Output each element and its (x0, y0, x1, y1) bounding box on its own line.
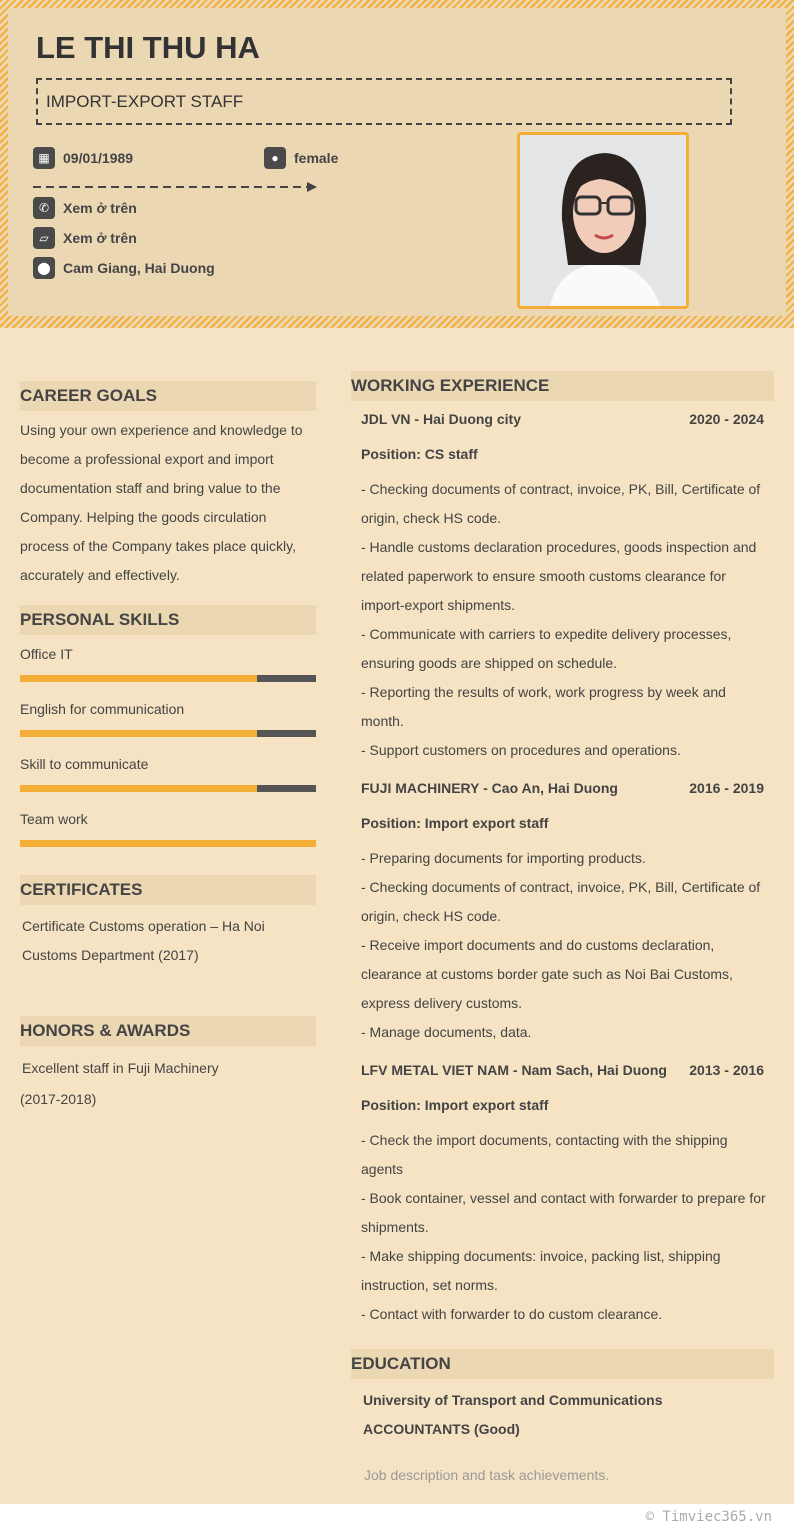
job-header (361, 1062, 764, 1078)
email: Xem ở trên (63, 230, 137, 246)
skill-label: Skill to communicate (20, 756, 149, 772)
skill-bar-fill (20, 840, 316, 847)
skills-heading: PERSONAL SKILLS (20, 605, 316, 635)
person-icon: ● (264, 147, 286, 169)
skill-bar (20, 785, 316, 792)
avatar (520, 135, 686, 306)
gender: female (294, 150, 339, 166)
job-description: - Preparing documents for importing products. - Checking documents of contract, invoice, PK, Bill, Certificate of origin, check HS code. - Receive import documents and do customs declaration, clearance at customs border gate such as Noi Bai Customs, express delivery customs. - Manage documents, data. (361, 850, 761, 1040)
skill-bar (20, 675, 316, 682)
profile-photo (517, 132, 689, 309)
experience-heading: WORKING EXPERIENCE (351, 371, 774, 401)
job-period: 2016 - 2019 (689, 780, 764, 796)
location-icon: ⬤ (33, 257, 55, 279)
skill-bar (20, 840, 316, 847)
birthday-row (33, 147, 133, 169)
job-position: Position: CS staff (361, 446, 478, 462)
gender-row (264, 147, 338, 169)
divider-arrow (33, 182, 317, 192)
skill-bar-fill (20, 730, 257, 737)
job-title: IMPORT-EXPORT STAFF (36, 78, 732, 125)
skill-label: Team work (20, 811, 88, 827)
job-period: 2020 - 2024 (689, 411, 764, 427)
address-row (33, 257, 215, 279)
skill-label: Office IT (20, 646, 73, 662)
job-header (361, 780, 764, 796)
job-position: Position: Import export staff (361, 1097, 549, 1113)
phone-icon: ✆ (33, 197, 55, 219)
job-company: JDL VN - Hai Duong city (361, 411, 521, 427)
skill-bar-fill (20, 675, 257, 682)
address: Cam Giang, Hai Duong (63, 260, 215, 276)
certificates-text: Certificate Customs operation – Ha Noi Customs Department (2017) (22, 918, 265, 963)
candidate-name: LE THI THU HA (36, 30, 260, 65)
job-header (361, 411, 764, 427)
certificates-heading: CERTIFICATES (20, 875, 316, 905)
awards-heading: HONORS & AWARDS (20, 1016, 316, 1046)
job-description: - Checking documents of contract, invoice, PK, Bill, Certificate of origin, check HS code. - Handle customs declaration procedures, goods inspection and related paperwork to ensure smooth customs clearance for import-export shipments. - Communicate with carriers to expedite delivery processes, ensuring goods are shipped on schedule. - Reporting the results of work, work progress by week and month. - Support customers on procedures and operations. (361, 481, 761, 758)
skill-bar-fill (20, 785, 257, 792)
education-major: ACCOUNTANTS (Good) (363, 1421, 520, 1437)
education-heading: EDUCATION (351, 1349, 774, 1379)
skill-bar (20, 730, 316, 737)
birthday: 09/01/1989 (63, 150, 134, 166)
job-period: 2013 - 2016 (689, 1062, 764, 1078)
footer-watermark: © Timviec365.vn (645, 1509, 772, 1525)
calendar-icon: ▦ (33, 147, 55, 169)
skill-label: English for communication (20, 701, 185, 717)
job-position: Position: Import export staff (361, 815, 549, 831)
awards-text: Excellent staff in Fuji Machinery (2017-2018) (20, 1060, 219, 1107)
phone: Xem ở trên (63, 200, 137, 216)
education-school: University of Transport and Communications (363, 1392, 663, 1408)
email-row (33, 227, 137, 249)
job-company: FUJI MACHINERY - Cao An, Hai Duong (361, 780, 618, 796)
career-goals-text: Using your own experience and knowledge to become a professional export and import documentation staff and bring value to the Company. Helping the goods circulation process of the Company takes place quickly, accurately and effectively. (20, 422, 303, 583)
education-note: Job description and task achievements. (364, 1467, 610, 1483)
job-company: LFV METAL VIET NAM - Nam Sach, Hai Duong (361, 1062, 667, 1078)
career-goals-heading: CAREER GOALS (20, 381, 316, 411)
email-icon: ▱ (33, 227, 55, 249)
job-description: - Check the import documents, contacting with the shipping agents - Book container, vessel and contact with forwarder to prepare for shipments. - Make shipping documents: invoice, packing list, shipping instruction, set norms. - Contact with forwarder to do custom clearance. (361, 1132, 766, 1322)
phone-row (33, 197, 137, 219)
